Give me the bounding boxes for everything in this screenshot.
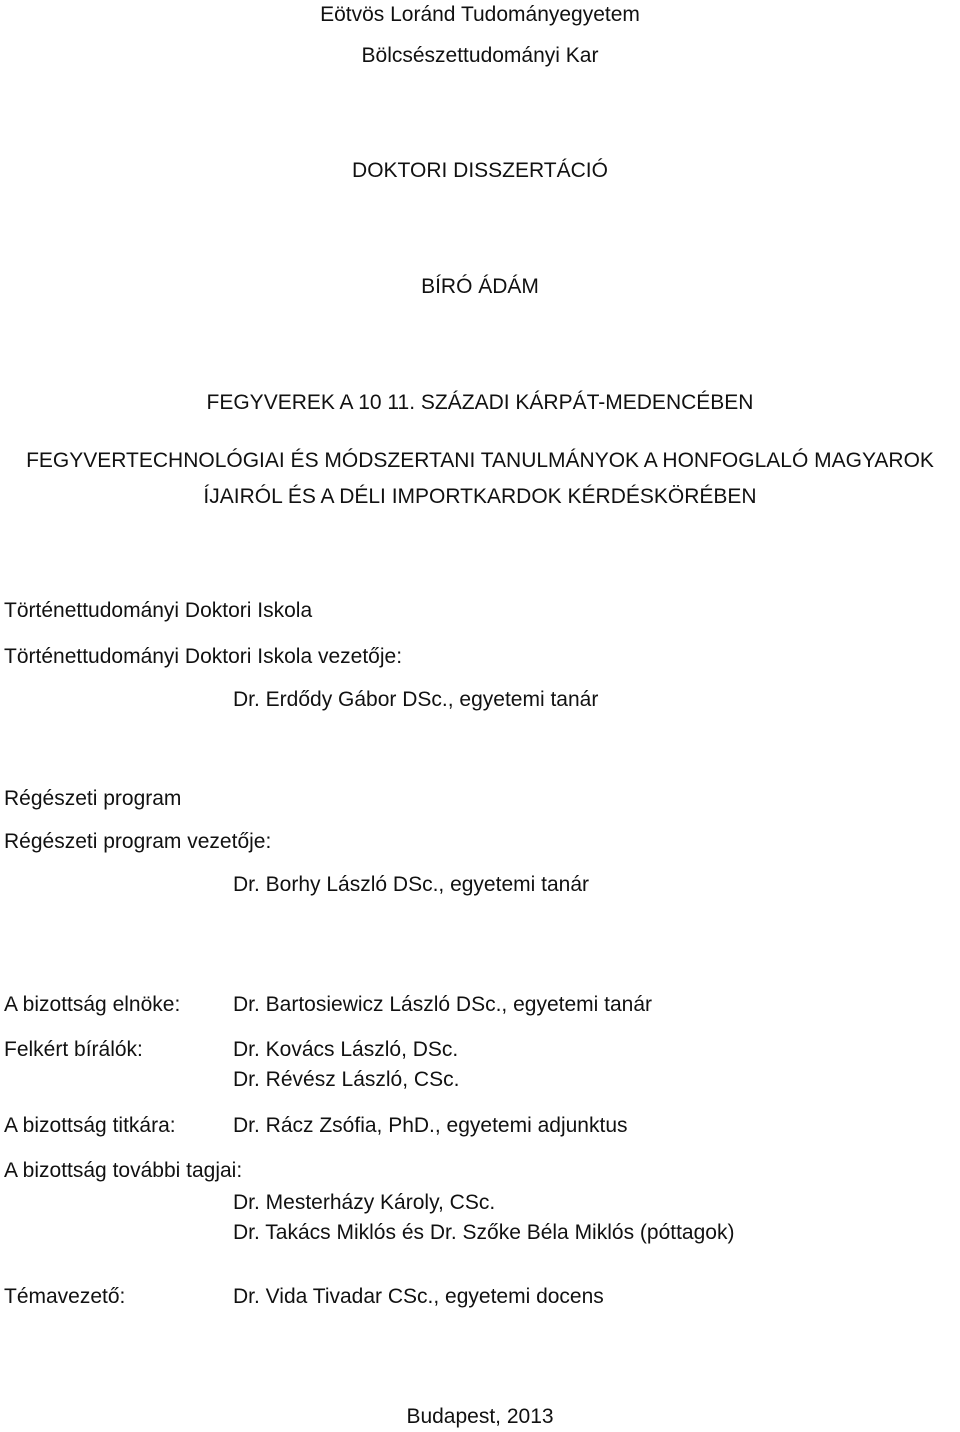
supervisor-name: Dr. Vida Tivadar CSc., egyetemi docens [233, 1285, 604, 1308]
place-and-year: Budapest, 2013 [406, 1405, 554, 1428]
committee-chair-label: A bizottság elnöke: [4, 993, 181, 1016]
program-name: Régészeti program [4, 787, 182, 810]
supervisor-label: Témavezető: [4, 1285, 126, 1308]
document-type: DOKTORI DISSZERTÁCIÓ [352, 159, 608, 182]
reviewer-1: Dr. Kovács László, DSc. [233, 1038, 459, 1061]
committee-secretary-name: Dr. Rácz Zsófia, PhD., egyetemi adjunktus [233, 1114, 628, 1137]
doctoral-school-name: Történettudományi Doktori Iskola [4, 599, 313, 622]
doctoral-school-head-label: Történettudományi Doktori Iskola vezetője: [4, 645, 403, 668]
thesis-subtitle-line-1: FEGYVERTECHNOLÓGIAI ÉS MÓDSZERTANI TANULMÁNYOK A HONFOGLALÓ MAGYAROK [26, 449, 934, 472]
faculty-name: Bölcsészettudományi Kar [361, 44, 599, 67]
thesis-subtitle-line-2: ÍJAIRÓL ÉS A DÉLI IMPORTKARDOK KÉRDÉSKÖRÉBEN [203, 485, 757, 508]
reviewers-label: Felkért bírálók: [4, 1038, 143, 1061]
committee-members-label: A bizottság további tagjai: [4, 1159, 243, 1182]
doctoral-school-head-name: Dr. Erdődy Gábor DSc., egyetemi tanár [233, 688, 599, 711]
committee-member-1: Dr. Mesterházy Károly, CSc. [233, 1191, 496, 1214]
program-head-label: Régészeti program vezetője: [4, 830, 272, 853]
reviewer-2: Dr. Révész László, CSc. [233, 1068, 460, 1091]
committee-chair-name: Dr. Bartosiewicz László DSc., egyetemi tanár [233, 993, 652, 1016]
author-name: BÍRÓ ÁDÁM [421, 275, 539, 298]
committee-member-2: Dr. Takács Miklós és Dr. Szőke Béla Miklós (póttagok) [233, 1221, 735, 1244]
committee-secretary-label: A bizottság titkára: [4, 1114, 176, 1137]
program-head-name: Dr. Borhy László DSc., egyetemi tanár [233, 873, 589, 896]
thesis-title: FEGYVEREK A 10 11. SZÁZADI KÁRPÁT-MEDENCÉBEN [206, 391, 754, 414]
university-name: Eötvös Loránd Tudományegyetem [320, 3, 640, 26]
